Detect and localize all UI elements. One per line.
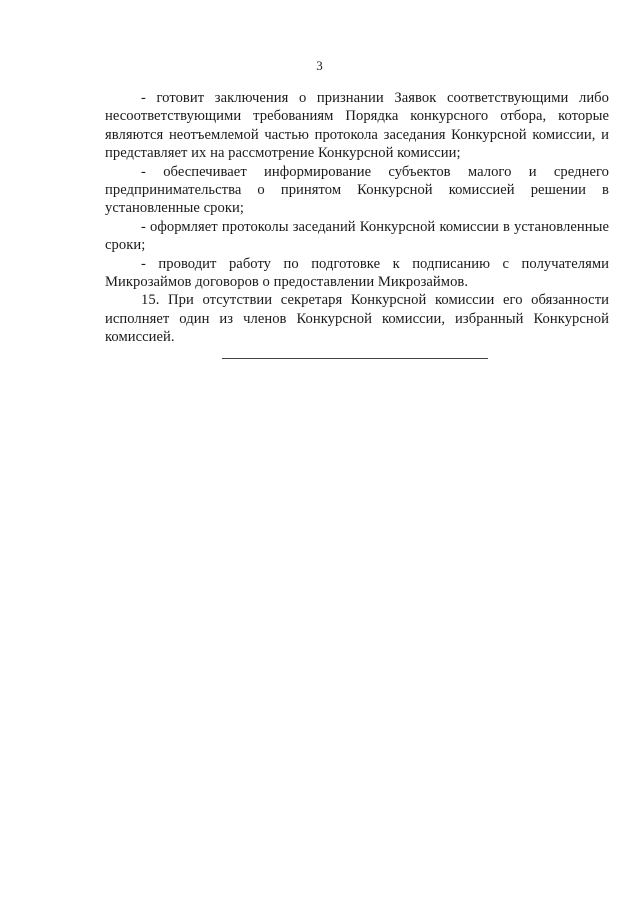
paragraph-ensures-informing: - обеспечивает информирование субъектов малого и среднего предпринимательства о принятом Конкурсной комиссией решении в установленные сроки; (105, 163, 609, 217)
paragraph-item-15: 15. При отсутствии секретаря Конкурсной комиссии его обязанности исполняет один из членов Конкурсной комиссии, избранный Конкурсной комиссией. (105, 292, 609, 346)
end-separator-line (222, 358, 488, 359)
paragraph-prepares-conclusions: - готовит заключения о признании Заявок соответствующими либо несоответствующими требованиям Порядка конкурсного отбора, которые являются неотъемлемой частью протокола заседания Конкурсной комиссии, и представляет их на рассмотрение Конкурсной комиссии; (105, 90, 609, 162)
document-body (105, 89, 609, 347)
paragraph-draws-up-protocols: - оформляет протоколы заседаний Конкурсной комиссии в установленные сроки; (105, 218, 609, 254)
page-number: 3 (316, 58, 323, 73)
paragraph-prepares-contracts: - проводит работу по подготовке к подписанию с получателями Микрозаймов договоров о предоставлении Микрозаймов. (105, 255, 609, 291)
